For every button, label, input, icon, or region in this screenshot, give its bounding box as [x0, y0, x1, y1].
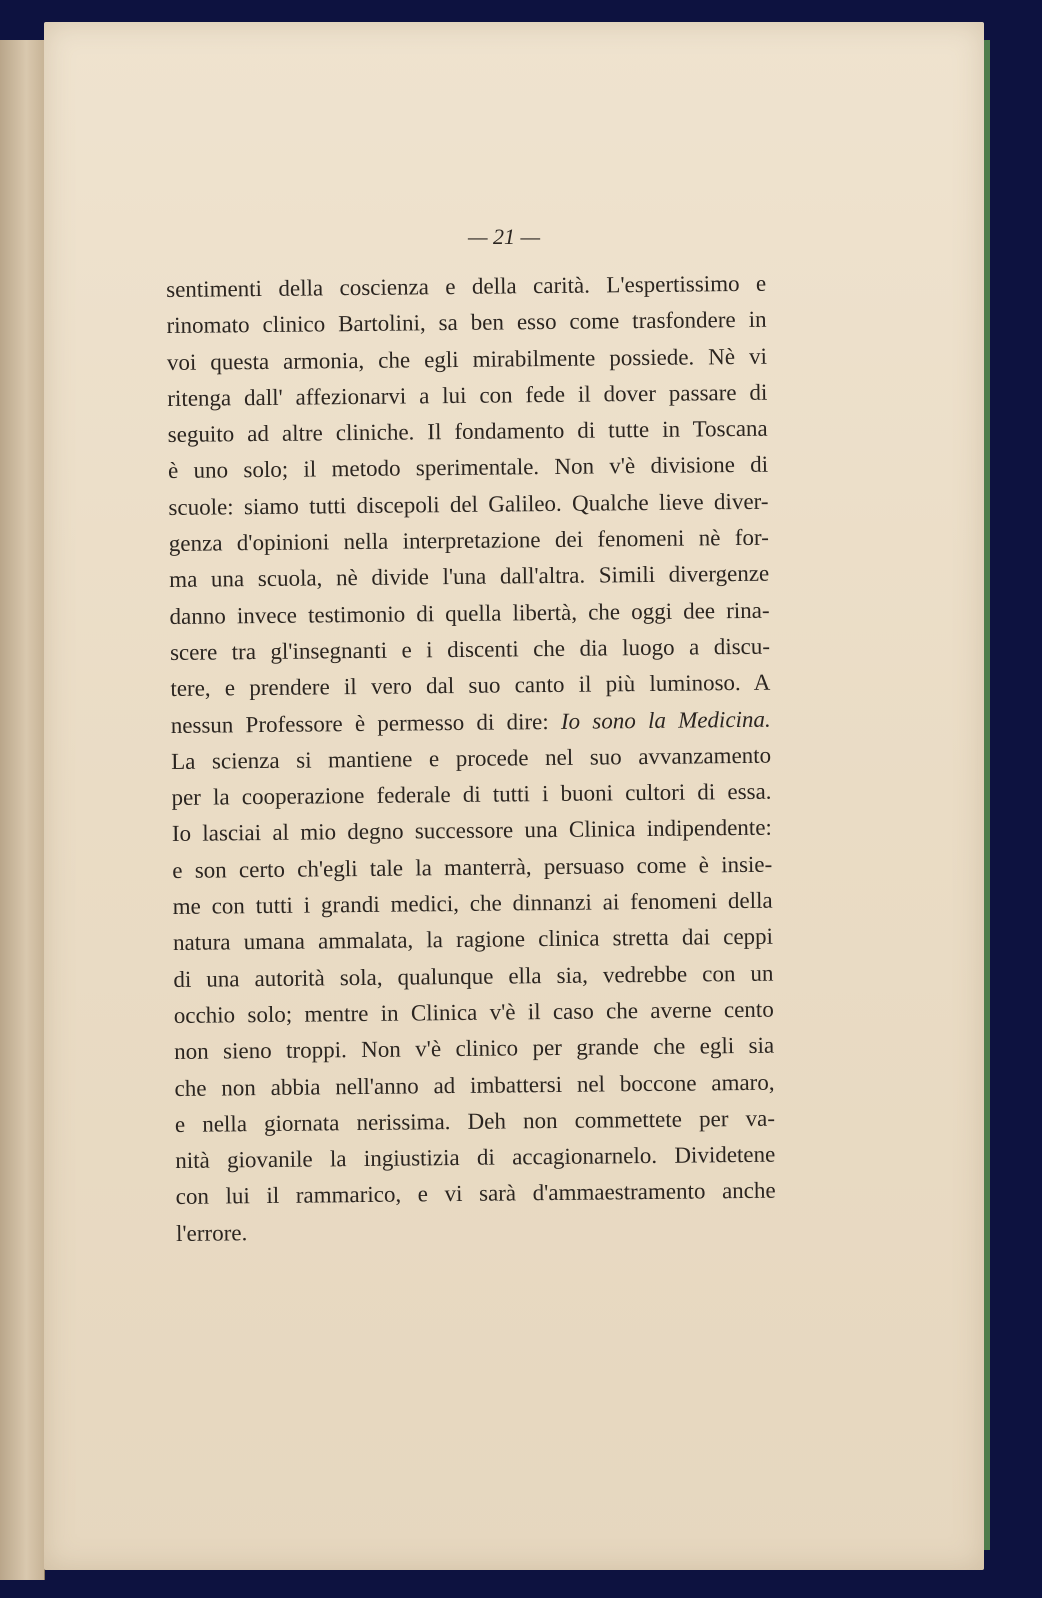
text-line: per la cooperazione federale di tutti i buoni cultori di essa. [171, 778, 772, 811]
body-text [166, 266, 776, 1252]
text-line: di una autorità sola, qualunque ella sia, vedrebbe con un [173, 960, 774, 992]
text-line: sentimenti della coscienza e della carità. L'espertissimo e [166, 270, 767, 302]
text-line: danno invece testimonio di quella libertà, che oggi dee rina- [169, 597, 770, 629]
text-line: seguito ad altre cliniche. Il fondamento di tutte in Toscana [167, 415, 768, 448]
text-line-with-italic [171, 701, 771, 744]
text-line: natura umana ammalata, la ragione clinica stretta dai ceppi [172, 924, 774, 956]
text-line: ritenga dall' affezionarvi a lui con fede il dover passare di [167, 379, 768, 411]
text-line: Io lasciai al mio degno successore una Clinica indipendente: [171, 815, 772, 847]
text-line: occhio solo; mentre in Clinica v'è il caso che averne cento [173, 996, 774, 1028]
text-line: non sieno troppi. Non v'è clinico per grande che egli sia [174, 1032, 775, 1065]
facing-page-edge [0, 40, 45, 1580]
text-line: e son certo ch'egli tale la manterrà, persuaso come è insie- [172, 851, 773, 883]
book-page [44, 22, 984, 1570]
text-line: ma una scuola, nè divide l'una dall'altra. Simili divergenze [169, 561, 770, 593]
text-line: rinomato clinico Bartolini, sa ben esso come trasfondere in [166, 307, 767, 339]
text-line: con lui il rammarico, e vi sarà d'ammaestramento anche [175, 1178, 776, 1210]
text-line: che non abbia nell'anno ad imbattersi nel boccone amaro, [174, 1069, 775, 1101]
text-line: e nella giornata nerissima. Deh non commettete per va- [174, 1105, 776, 1137]
text-line: tere, e prendere il vero dal suo canto il più luminoso. A [170, 669, 771, 702]
text-line: genza d'opinioni nella interpretazione dei fenomeni nè for- [168, 524, 769, 557]
text-segment: nessun Professore è permesso di dire: [170, 708, 549, 738]
text-line: nità giovanile la ingiustizia di accagionarnelo. Dividetene [175, 1141, 776, 1174]
text-line: è uno solo; il metodo sperimentale. Non v'è divisione di [167, 452, 769, 484]
page-number: — 21 — [467, 224, 541, 249]
text-line: scuole: siamo tutti discepoli del Galileo. Qualche lieve diver- [168, 488, 769, 520]
text-line: me con tutti i grandi medici, che dinnanzi ai fenomeni della [172, 887, 773, 920]
italic-phrase: Io sono la Medicina. [560, 706, 771, 734]
text-line: La scienza si mantiene e procede nel suo avvanzamento [170, 742, 772, 774]
text-line: scere tra gl'insegnanti e i discenti che dia luogo a discu- [169, 633, 771, 665]
text-line: l'errore. [175, 1219, 248, 1246]
text-line: voi questa armonia, che egli mirabilmente possiede. Nè vi [166, 343, 768, 375]
